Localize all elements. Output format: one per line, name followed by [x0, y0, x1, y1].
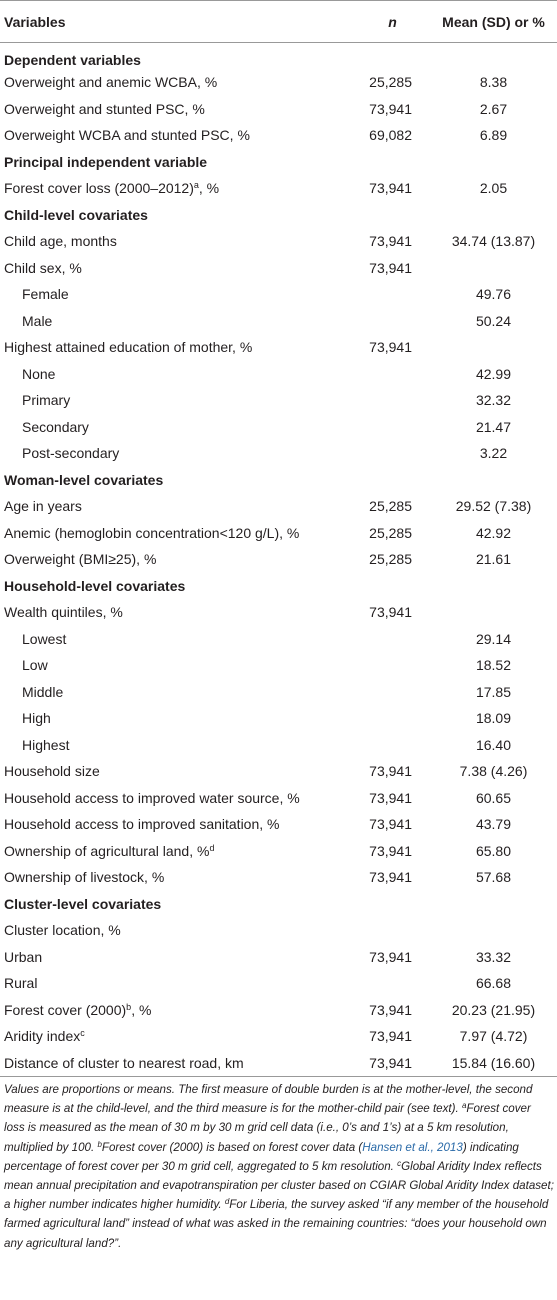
mean-cell	[430, 467, 557, 494]
variable-label: Child age, months	[4, 233, 117, 250]
footnote-marker: d	[209, 842, 215, 853]
mean-cell: 57.68	[475, 869, 512, 886]
mean-cell: 65.80	[475, 842, 512, 859]
variable-label: Principal independent variable	[4, 153, 208, 170]
variable-label: Wealth quintiles, %	[4, 604, 123, 621]
n-cell: 73,941	[369, 233, 412, 250]
n-cell: 73,941	[369, 816, 412, 833]
variable-cell	[0, 811, 335, 838]
section-header-row	[0, 891, 557, 918]
variable-cell	[0, 493, 335, 520]
table-row	[0, 1050, 557, 1077]
variable-label: Household access to improved sanitation, %	[4, 816, 280, 833]
variable-cell	[0, 387, 335, 414]
variable-label: Highest	[22, 736, 70, 753]
mean-cell: 20.23 (21.95)	[451, 1001, 536, 1018]
footnote-b-cont: ) indicating percentage of forest cover per 30 m grid cell, aggregated to 5 km resolution.	[4, 1140, 519, 1173]
mean-cell: 32.32	[475, 392, 512, 409]
table-row	[0, 917, 557, 944]
table-body	[0, 43, 557, 1077]
footnote-b-marker: b	[97, 1139, 102, 1149]
n-cell: 25,285	[369, 498, 412, 515]
variable-label: Aridity index	[4, 1028, 81, 1045]
n-cell: 73,941	[369, 339, 412, 356]
variable-cell	[0, 69, 335, 96]
variable-label: Household size	[4, 763, 100, 780]
variable-cell	[0, 626, 335, 653]
n-cell: 73,941	[369, 842, 412, 859]
variable-label: Lowest	[22, 630, 67, 647]
footnote-marker: c	[80, 1028, 85, 1039]
table-row	[0, 520, 557, 547]
n-cell	[335, 361, 430, 388]
mean-cell: 50.24	[475, 312, 512, 329]
variable-label: Dependent variables	[4, 52, 141, 68]
mean-cell: 33.32	[475, 948, 512, 965]
n-cell: 73,941	[369, 869, 412, 886]
n-cell	[335, 705, 430, 732]
n-cell: 73,941	[369, 180, 412, 197]
header-n: n	[335, 1, 430, 43]
variable-label-suffix: , %	[198, 180, 220, 197]
variable-label: Cluster-level covariates	[4, 895, 162, 912]
variable-cell	[0, 970, 335, 997]
n-cell	[335, 281, 430, 308]
mean-cell	[430, 202, 557, 229]
variable-cell	[0, 281, 335, 308]
n-cell	[335, 573, 430, 600]
mean-cell	[430, 917, 557, 944]
footnote-c: Global Aridity Index reflects mean annual precipitation and evapotranspiration per cluster based on CGIAR Global Aridity Index dataset; a higher number indicates higher humidity.	[4, 1159, 554, 1212]
n-cell	[335, 732, 430, 759]
mean-cell: 2.67	[479, 100, 508, 117]
variable-label: Rural	[4, 975, 38, 992]
footnote-d-marker: d	[224, 1197, 230, 1207]
variable-cell	[0, 228, 335, 255]
variable-cell	[0, 334, 335, 361]
n-cell	[335, 202, 430, 229]
variable-label: Primary	[22, 392, 71, 409]
footnote-a: Forest cover loss is measured as the mean of 30 m by 30 m grid cell data (i.e., 0’s and 1’s) at a 5 km resolution, multiplied by 100.	[4, 1102, 531, 1154]
variable-label: Child-level covariates	[4, 206, 148, 223]
table-header	[0, 1, 557, 43]
variable-label: Household access to improved water source, %	[4, 789, 300, 806]
variable-cell	[0, 573, 335, 600]
table-row	[0, 970, 557, 997]
mean-cell: 49.76	[475, 286, 512, 303]
table-row	[0, 785, 557, 812]
mean-cell: 2.05	[479, 180, 508, 197]
section-header-row	[0, 573, 557, 600]
variable-label: Female	[22, 286, 69, 303]
mean-cell: 21.61	[475, 551, 512, 568]
variable-label: Overweight (BMI≥25), %	[4, 551, 157, 568]
variable-cell	[0, 546, 335, 573]
variable-label-suffix: , %	[131, 1001, 152, 1018]
variable-label: Middle	[22, 683, 64, 700]
variable-cell	[0, 917, 335, 944]
variable-label: Child sex, %	[4, 259, 82, 276]
variable-label: Post-secondary	[22, 445, 120, 462]
variable-label: Male	[22, 312, 53, 329]
variable-label: Forest cover loss (2000–2012)	[4, 180, 194, 197]
table-subrow	[0, 679, 557, 706]
table-row	[0, 546, 557, 573]
variable-cell	[0, 202, 335, 229]
n-cell: 73,941	[369, 1028, 412, 1045]
variable-label: Overweight WCBA and stunted PSC, %	[4, 127, 250, 144]
table-row	[0, 334, 557, 361]
n-cell	[335, 626, 430, 653]
n-cell: 73,941	[369, 763, 412, 780]
table-row	[0, 758, 557, 785]
mean-cell: 16.40	[475, 736, 512, 753]
mean-cell: 7.97 (4.72)	[459, 1028, 528, 1045]
n-cell	[335, 414, 430, 441]
variable-cell	[0, 785, 335, 812]
n-cell	[335, 917, 430, 944]
n-cell	[335, 308, 430, 335]
table-row	[0, 1023, 557, 1050]
variable-label: Overweight and anemic WCBA, %	[4, 74, 218, 91]
variable-cell	[0, 361, 335, 388]
mean-cell: 29.14	[475, 630, 512, 647]
header-mean: Mean (SD) or %	[430, 1, 557, 43]
variable-cell	[0, 440, 335, 467]
variable-cell	[0, 997, 335, 1024]
mean-cell: 21.47	[475, 418, 512, 435]
variable-cell	[0, 599, 335, 626]
n-cell	[335, 467, 430, 494]
variable-label: High	[22, 710, 51, 727]
table-row	[0, 493, 557, 520]
variable-label: Ownership of livestock, %	[4, 869, 165, 886]
variable-cell	[0, 96, 335, 123]
mean-cell: 60.65	[475, 789, 512, 806]
variable-cell	[0, 732, 335, 759]
table-row	[0, 811, 557, 838]
section-header-row	[0, 43, 557, 70]
mean-cell: 3.22	[479, 445, 508, 462]
variable-cell	[0, 175, 335, 202]
variable-label: Overweight and stunted PSC, %	[4, 100, 205, 117]
variable-cell	[0, 758, 335, 785]
variable-cell	[0, 520, 335, 547]
table-row	[0, 599, 557, 626]
mean-cell: 42.92	[475, 524, 512, 541]
table-footnotes	[4, 1080, 554, 1253]
variable-label: Secondary	[22, 418, 89, 435]
n-cell: 73,941	[369, 789, 412, 806]
mean-cell	[430, 599, 557, 626]
n-cell	[335, 387, 430, 414]
n-cell: 25,285	[369, 524, 412, 541]
mean-cell	[430, 334, 557, 361]
variable-cell	[0, 1023, 335, 1050]
n-cell	[335, 679, 430, 706]
table-row	[0, 255, 557, 282]
header-variables: Variables	[0, 1, 335, 43]
table-subrow	[0, 308, 557, 335]
variable-cell	[0, 149, 335, 176]
variable-label: Forest cover (2000)	[4, 1001, 127, 1018]
table-row	[0, 69, 557, 96]
n-cell	[335, 149, 430, 176]
table-subrow	[0, 387, 557, 414]
footnote-b: Forest cover (2000) is based on forest cover data (	[101, 1140, 363, 1154]
n-cell: 73,941	[369, 948, 412, 965]
mean-cell: 7.38 (4.26)	[459, 763, 528, 780]
n-cell	[335, 652, 430, 679]
footnote-marker: a	[193, 180, 199, 191]
table-subrow	[0, 361, 557, 388]
variable-label: Age in years	[4, 498, 82, 515]
variable-label: Household-level covariates	[4, 577, 186, 594]
variable-label: Anemic (hemoglobin concentration<120 g/L), %	[4, 524, 300, 541]
footnote-a-marker: a	[461, 1101, 467, 1111]
variable-cell	[0, 891, 335, 918]
mean-cell: 43.79	[475, 816, 512, 833]
variable-label: Urban	[4, 948, 43, 965]
variable-cell	[0, 414, 335, 441]
n-cell	[335, 970, 430, 997]
n-cell	[335, 891, 430, 918]
n-cell	[335, 43, 430, 70]
variable-cell	[0, 705, 335, 732]
variable-cell	[0, 679, 335, 706]
citation-link[interactable]: Hansen et al., 2013	[362, 1140, 463, 1154]
mean-cell: 66.68	[475, 975, 512, 992]
variable-cell	[0, 864, 335, 891]
variable-label: Low	[22, 657, 48, 674]
mean-cell	[430, 43, 557, 70]
variable-cell	[0, 308, 335, 335]
mean-cell	[430, 573, 557, 600]
section-header-row	[0, 202, 557, 229]
mean-cell: 42.99	[475, 365, 512, 382]
table-row	[0, 175, 557, 202]
mean-cell: 15.84 (16.60)	[430, 1050, 557, 1077]
table-row	[0, 864, 557, 891]
mean-cell: 8.38	[479, 74, 508, 91]
n-cell: 69,082	[369, 127, 412, 144]
variable-label: Woman-level covariates	[4, 471, 164, 488]
table-row	[0, 944, 557, 971]
variable-cell	[0, 1050, 335, 1077]
footnote-marker: b	[126, 1001, 132, 1012]
n-cell: 73,941	[369, 1001, 412, 1018]
table-subrow	[0, 626, 557, 653]
mean-cell	[430, 891, 557, 918]
variable-cell	[0, 652, 335, 679]
variable-label: Cluster location, %	[4, 922, 121, 939]
table-subrow	[0, 705, 557, 732]
table-subrow	[0, 732, 557, 759]
n-cell: 25,285	[369, 74, 412, 91]
variable-cell	[0, 467, 335, 494]
variable-label: Ownership of agricultural land, %	[4, 842, 210, 859]
variable-cell	[0, 944, 335, 971]
footnote-d: For Liberia, the survey asked “if any member of the household farmed agricultural land” instead of what was asked in the remaining countries: “does your household own any agricultural land?”.	[4, 1198, 549, 1250]
section-header-row	[0, 149, 557, 176]
mean-cell: 29.52 (7.38)	[455, 498, 532, 515]
variable-label: None	[22, 365, 56, 382]
n-cell: 73,941	[335, 1050, 430, 1077]
n-cell: 73,941	[369, 259, 412, 276]
variable-cell	[0, 43, 335, 70]
table-subrow	[0, 281, 557, 308]
n-cell: 73,941	[369, 100, 412, 117]
n-cell: 25,285	[369, 551, 412, 568]
table-subrow	[0, 652, 557, 679]
table-subrow	[0, 414, 557, 441]
variable-label: Highest attained education of mother, %	[4, 339, 253, 356]
mean-cell: 34.74 (13.87)	[451, 233, 536, 250]
mean-cell: 6.89	[479, 127, 508, 144]
mean-cell	[430, 149, 557, 176]
footnote-general: Values are proportions or means. The first measure of double burden is at the mother-level, the second measure is at the child-level, and the third measure is for the mother-child pair (see text).	[4, 1083, 533, 1116]
section-header-row	[0, 467, 557, 494]
table-subrow	[0, 440, 557, 467]
variable-cell	[0, 122, 335, 149]
table-row	[0, 228, 557, 255]
table-row	[0, 122, 557, 149]
table-row	[0, 997, 557, 1024]
table-row	[0, 838, 557, 865]
variable-label: Distance of cluster to nearest road, km	[4, 1054, 244, 1071]
mean-cell: 18.09	[475, 710, 512, 727]
footnote-c-marker: c	[397, 1158, 402, 1168]
n-cell	[335, 440, 430, 467]
table-row	[0, 96, 557, 123]
mean-cell	[430, 255, 557, 282]
variable-cell	[0, 838, 335, 865]
n-cell: 73,941	[369, 604, 412, 621]
mean-cell: 17.85	[475, 683, 512, 700]
mean-cell: 18.52	[475, 657, 512, 674]
variable-cell	[0, 255, 335, 282]
